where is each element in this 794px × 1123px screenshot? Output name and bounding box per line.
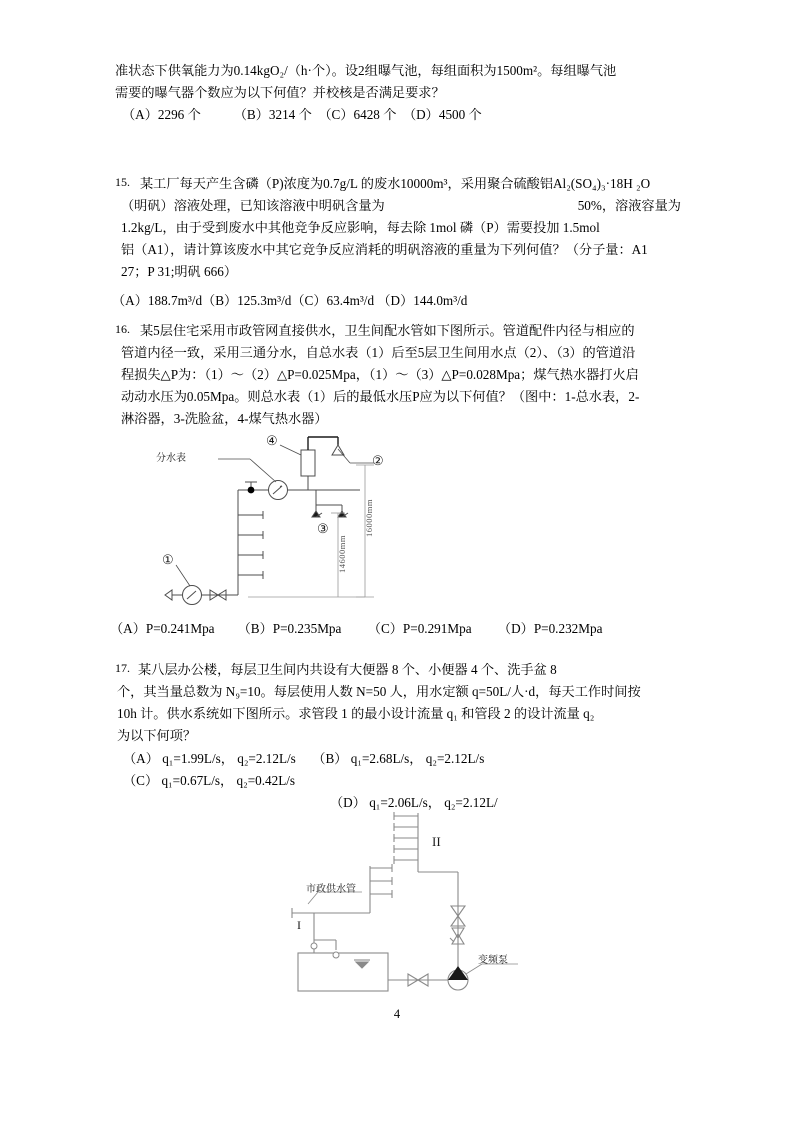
q14-line-2: 需要的曝气器个数应为以下何值？并校核是否满足要求？ (115, 85, 445, 100)
main-water-meter-symbol (183, 586, 202, 605)
callout-3: ③ (317, 521, 329, 536)
dimension-16000 (248, 465, 374, 597)
gas-water-heater-symbol (301, 450, 315, 476)
question-15-options: （A）188.7m³/d（B）125.3m³/d（C）63.4m³/d （D）144.0m³/d (112, 293, 468, 308)
question-15-line-2 (121, 195, 681, 217)
plumbing-riser-diagram (160, 425, 450, 610)
question-17-option-d: （D） q₁=2.06L/s， q₂=2.12L/ (330, 795, 498, 810)
question-16-options: （A）P=0.241Mpa （B）P=0.235Mpa （C）P=0.291Mpa （D）P=0.232Mpa (110, 621, 603, 636)
dimension-total-label: 16000mm (364, 499, 374, 537)
callout-2: ② (372, 453, 384, 468)
pump-label: 变频泵 (478, 955, 508, 966)
question-16-number: 16. (115, 322, 130, 336)
question-16-line-2: 管道内径一致，采用三通分水，自总水表（1）后至5层卫生间用水点（2）、（3）的管道沿 (121, 345, 636, 360)
question-14-options: （A）2296 个 （B）3214 个 （C）6428 个 （D）4500 个 (122, 107, 482, 122)
dimension-partial-label: 14600mm (337, 535, 347, 573)
question-17-option-c: （C） q₁=0.67L/s， q₂=0.42L/s (123, 773, 296, 788)
question-17-line-4: 为以下何项？ (117, 728, 197, 743)
question-17-option-a-b: （A） q₁=1.99L/s， q₂=2.12L/s （B） q₁=2.68L/s， q₂=2.12L/s (123, 751, 485, 766)
question-14-tail-text (115, 60, 680, 104)
q14-line-1: 准状态下供氧能力为0.14kgO₂/（h·个）。设2组曝气池，每组面积为1500m²。每组曝气池 (115, 63, 617, 78)
question-16-line-1: 某5层住宅采用市政管网直接供水，卫生间配水管如下图所示。管道配件内径与相应的 (140, 323, 635, 338)
water-storage-tank (298, 953, 388, 991)
callout-1: ① (162, 552, 174, 567)
page-number: 4 (393, 1007, 401, 1021)
pipe-node-dot (248, 487, 255, 494)
question-17-figure (270, 808, 565, 1003)
branch-water-meter-symbol (269, 481, 288, 500)
callout-4: ④ (266, 433, 278, 448)
question-15-line-1: 某工厂每天产生含磷（P)浓度为0.7g/L 的废水10000m³，采用聚合硫酸铝Al₂(SO₄)₃·18H ₂O (140, 176, 651, 191)
municipal-supply-label: 市政供水管 (306, 884, 356, 895)
zone-2-label: II (432, 834, 441, 849)
float-ball-symbol (333, 952, 339, 958)
inlet-valve-symbol (165, 590, 172, 600)
question-17-line-3: 10h 计。供水系统如下图所示。求管段 1 的最小设计流量 q₁ 和管段 2 的设计流量 q₂ (117, 706, 595, 721)
variable-frequency-pump-symbol (448, 966, 468, 990)
question-16-line-5: 淋浴器，3-洗脸盆，4-煤气热水器） (121, 411, 328, 426)
float-valve-symbol (311, 943, 317, 949)
question-15-number: 15. (115, 175, 130, 189)
q15-line2-left: （明矾）溶液处理，已知该溶液中明矾含量为 (121, 198, 385, 213)
question-17-line-2: 个，其当量总数为 N₉=10。每层使用人数 N=50 人，用水定额 q=50L/人·d，每天工作时间按 (117, 684, 641, 699)
question-15-line-5: 27；P 31;明矾 666） (121, 264, 238, 279)
question-16-figure (156, 425, 450, 610)
question-17-number: 17. (115, 661, 130, 675)
zone-1-label: I (297, 918, 301, 932)
question-16-line-3: 程损失△P为：（1）～（2）△P=0.025Mpa，（1）～（3）△P=0.028Mpa；煤气热水器打火启 (121, 367, 639, 382)
q15-line2-right: 50%，溶液容量为 (577, 198, 681, 213)
question-16-line-4: 动动水压为0.05Mpa。则总水表（1）后的最低水压P应为以下何值？（图中：1-总水表，2- (121, 389, 640, 404)
check-valve-symbol (450, 928, 464, 944)
pumped-water-supply-diagram (270, 808, 565, 1003)
question-17-line-1: 某八层办公楼，每层卫生间内共设有大便器 8 个、小便器 4 个、洗手盆 8 (138, 662, 557, 677)
question-15-line-4: 铝（A1），请计算该废水中其它竞争反应消耗的明矾溶液的重量为下列何值？（分子量：A1 (121, 242, 648, 257)
question-15-line-3: 1.2kg/L，由于受到废水中其他竞争反应影响，每去除 1mol 磷（P）需要投加 1.5mol (121, 220, 600, 235)
branch-meter-label: 分水表 (156, 453, 186, 464)
